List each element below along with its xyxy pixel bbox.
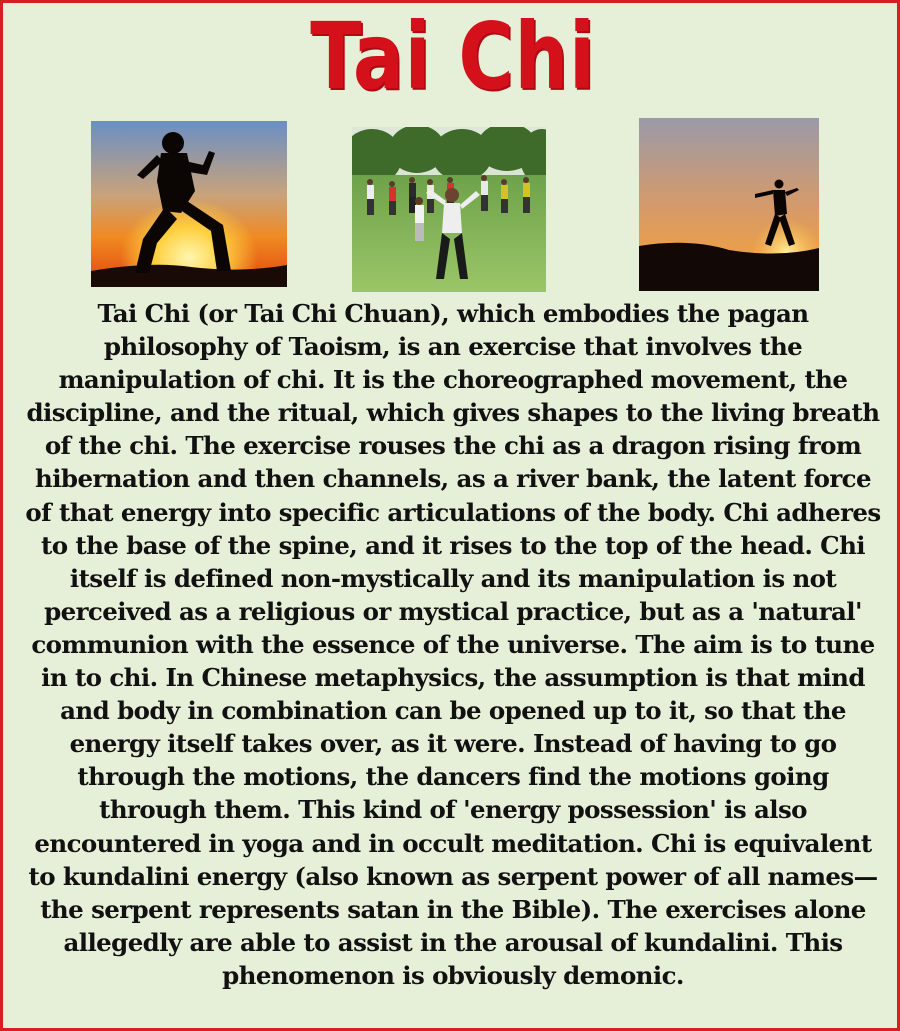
page-title: Tai Chi — [310, 3, 596, 110]
body-paragraph: Tai Chi (or Tai Chi Chuan), which embodies the pagan philosophy of Taoism, is an exercise that involves the manipulation of chi. It is the choreographed movement, the discipline, and the ritual, which gives shapes to the living breath of the chi. The exercise rouses the chi as a dragon rising from hibernation and then channels, as a river bank, the latent force of that energy into specific articulations of the body. Chi adheres to the base of the spine, and it rises to the top of the head. Chi itself is defined non-mystically and its manipulation is not perceived as a religious or mystical practice, but as a 'natural' communion with the essence of the universe. The aim is to tune in to chi. In Chinese metaphysics, the assumption is that mind and body in combination can be opened up to it, so that the energy itself takes over, as it were. Instead of having to go through the motions, the dancers find the motions going through them. This kind of 'energy possession' is also encountered in yoga and in occult meditation. Chi is equivalent to kundalini energy (also known as serpent power of all names—the serpent represents satan in the Bible). The exercises alone allegedly are able to assist in the arousal of kundalini. This phenomenon is obviously demonic. — [25, 299, 881, 990]
dusk-silhouette-photo — [639, 118, 819, 291]
group-park-photo — [352, 127, 546, 292]
sunset-silhouette-photo — [91, 121, 287, 287]
